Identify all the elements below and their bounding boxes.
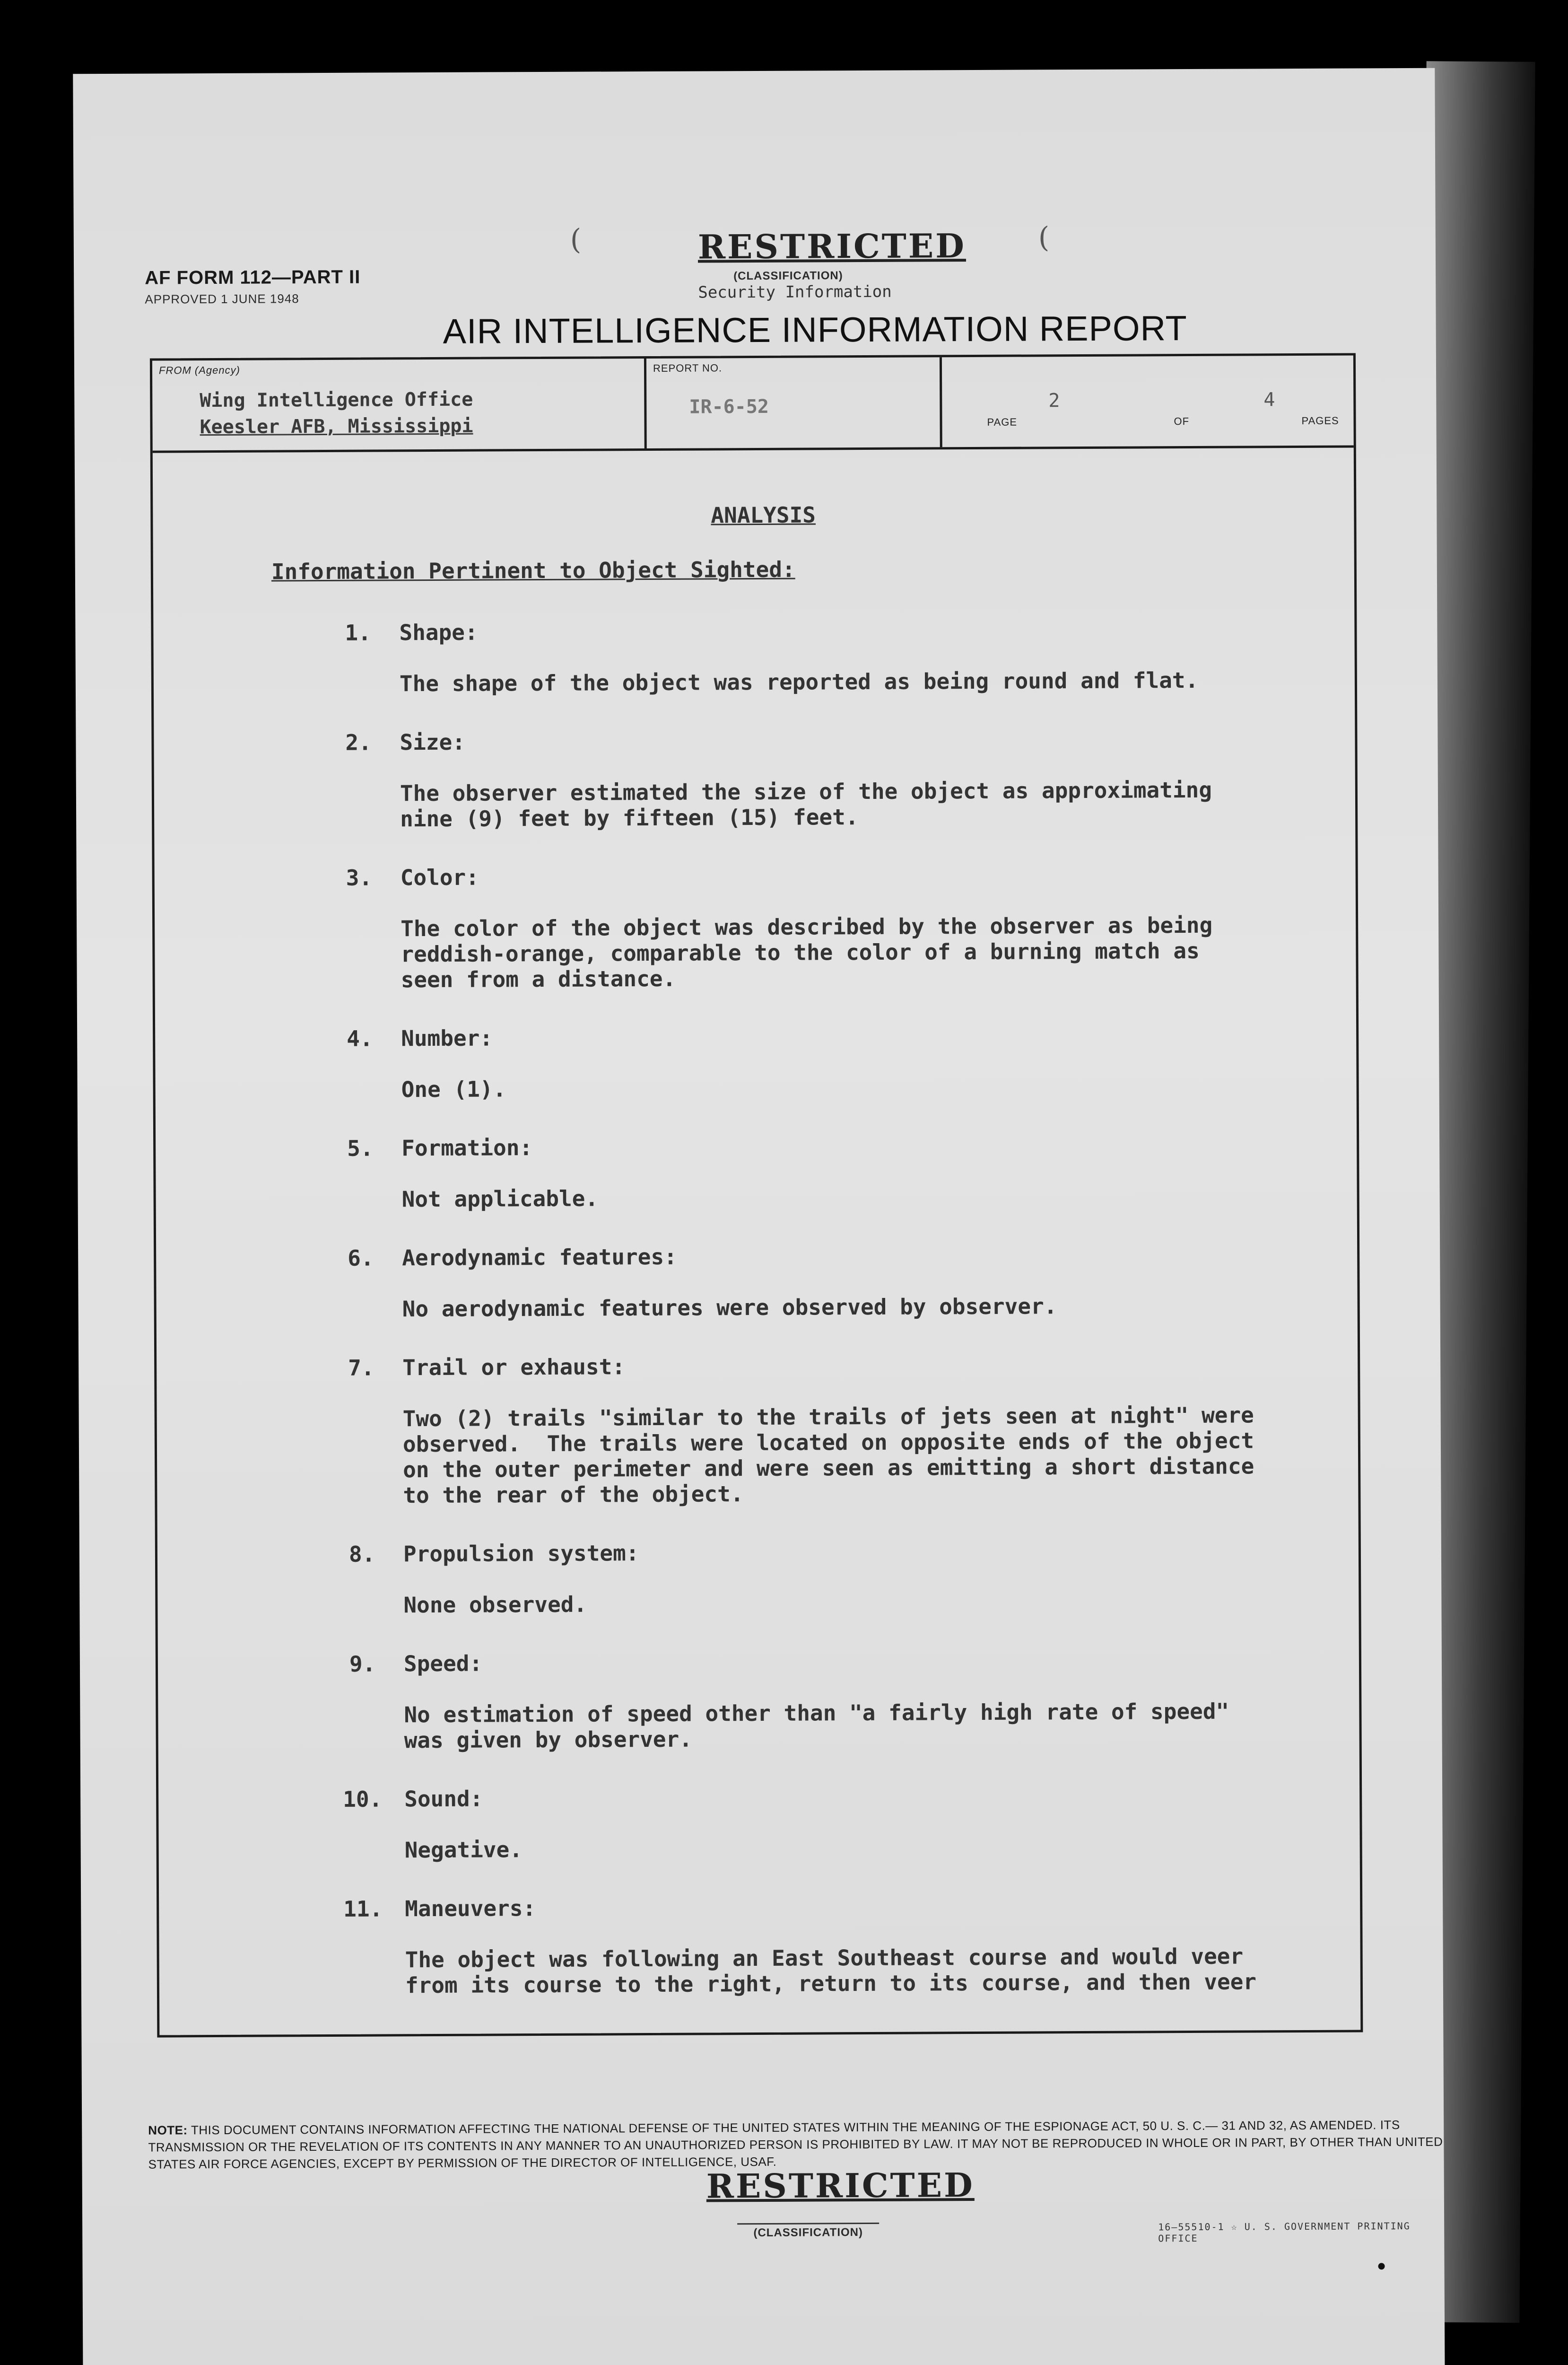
item-title: Trail or exhaust: — [402, 1354, 626, 1381]
item-title: Propulsion system: — [403, 1540, 639, 1567]
page-label: PAGE — [987, 416, 1018, 428]
item-title: Size: — [400, 729, 466, 755]
item-number: 8. — [348, 1541, 375, 1567]
section-subheading: Information Pertinent to Object Sighted: — [271, 556, 795, 585]
item-text-line: One (1). — [401, 1076, 506, 1103]
item-number: 2. — [345, 729, 372, 755]
page-number: 2 — [1048, 390, 1060, 412]
item-number: 3. — [346, 865, 373, 891]
item-text-line: No estimation of speed other than "a fairly high rate of speed" — [404, 1698, 1229, 1728]
security-information: Security Information — [698, 282, 892, 302]
classification-label-top: (CLASSIFICATION) — [733, 269, 843, 283]
item-text-line: The object was following an East Southeast course and would veer — [405, 1943, 1244, 1973]
classification-stamp-top: RESTRICTED — [697, 226, 967, 267]
item-title: Sound: — [404, 1786, 483, 1812]
item-number: 11. — [343, 1896, 383, 1922]
item-text-line: None observed. — [403, 1591, 587, 1618]
margin-mark-right: ( — [1038, 221, 1050, 254]
item-title: Maneuvers: — [405, 1895, 536, 1922]
item-number: 4. — [347, 1025, 373, 1051]
item-title: Aerodynamic features: — [402, 1244, 677, 1271]
item-text-line: from its course to the right, return to its course, and then veer — [405, 1969, 1257, 1998]
from-agency-cell — [152, 359, 647, 451]
item-number: 10. — [343, 1786, 383, 1812]
section-heading: ANALYSIS — [711, 502, 816, 528]
report-form-box — [150, 353, 1363, 2037]
report-number: IR-6-52 — [689, 395, 769, 418]
item-text-line: The observer estimated the size of the object as approximating — [400, 777, 1212, 806]
item-number: 6. — [348, 1245, 374, 1271]
item-number: 1. — [345, 620, 371, 646]
item-text-line: Not applicable. — [401, 1185, 599, 1212]
report-title: AIR INTELLIGENCE INFORMATION REPORT — [443, 308, 1187, 351]
of-label: OF — [1174, 415, 1190, 428]
item-text-line: to the rear of the object. — [403, 1481, 744, 1508]
item-number: 9. — [349, 1651, 376, 1677]
item-text-line: seen from a distance. — [401, 965, 676, 993]
item-text-line: Negative. — [404, 1837, 523, 1863]
item-text-line: Two (2) trails "similar to the trails of jets seen at night" were — [402, 1402, 1254, 1432]
item-title: Formation: — [401, 1135, 533, 1161]
margin-mark-left: ( — [570, 223, 582, 256]
item-text-line: on the outer perimeter and were seen as emitting a short distance — [403, 1453, 1254, 1483]
item-text-line: nine (9) feet by fifteen (15) feet. — [400, 804, 859, 832]
note-text: THIS DOCUMENT CONTAINS INFORMATION AFFECTING THE NATIONAL DEFENSE OF THE UNITED STATES WITHIN THE MEANING OF THE ESPIONAGE ACT, 50 U. S. C.— 31 AND 32, AS AMENDED. ITS TRANSMISSION OR THE REVELATION OF ITS CONTENTS IN ANY MANNER TO AN UNAUTHORIZED PERSON IS PROHIBITED BY LAW. IT MAY NOT BE REPRODUCED IN WHOLE OR IN PART, BY OTHER THAN UNITED STATES AIR FORCE AGENCIES, EXCEPT BY PERMISSION OF THE DIRECTOR OF INTELLIGENCE, USAF. — [148, 2118, 1443, 2172]
specks-mark — [1378, 2263, 1385, 2269]
item-text-line: The shape of the object was reported as being round and flat. — [399, 667, 1199, 697]
from-agency-line2: Keesler AFB, Mississippi — [200, 415, 473, 438]
item-text-line: No aerodynamic features were observed by observer. — [402, 1293, 1057, 1322]
page-count-cell — [942, 355, 1354, 447]
form-number: AF FORM 112—PART II — [145, 266, 361, 289]
item-title: Number: — [401, 1025, 493, 1051]
pages-label: PAGES — [1301, 414, 1339, 427]
item-number: 7. — [348, 1355, 375, 1381]
from-agency-line1: Wing Intelligence Office — [200, 388, 473, 412]
note-label: NOTE: — [148, 2123, 188, 2137]
item-title: Shape: — [399, 619, 478, 646]
document-page — [73, 68, 1445, 2365]
page-total: 4 — [1263, 389, 1275, 411]
item-text-line: The color of the object was described by the observer as being — [401, 912, 1213, 942]
item-text-line: reddish-orange, comparable to the color of a burning match as — [401, 937, 1200, 967]
form-approved-date: APPROVED 1 JUNE 1948 — [145, 291, 299, 307]
item-text-line: was given by observer. — [404, 1726, 693, 1753]
report-number-label: REPORT NO. — [653, 362, 723, 374]
legal-notice — [148, 2116, 1481, 2172]
item-title: Speed: — [403, 1650, 483, 1677]
item-text-line: observed. The trails were located on opposite ends of the object — [402, 1428, 1254, 1457]
item-number: 5. — [347, 1135, 374, 1161]
printing-office-line: 16—55510-1 ☆ U. S. GOVERNMENT PRINTING OFFICE — [1158, 2220, 1411, 2244]
classification-stamp-bottom: RESTRICTED — [706, 2165, 975, 2206]
from-agency-label: FROM (Agency) — [158, 364, 240, 377]
header-row — [152, 355, 1354, 453]
report-number-cell — [646, 357, 942, 448]
classification-label-bottom: (CLASSIFICATION) — [737, 2223, 879, 2240]
item-title: Color: — [400, 864, 479, 891]
